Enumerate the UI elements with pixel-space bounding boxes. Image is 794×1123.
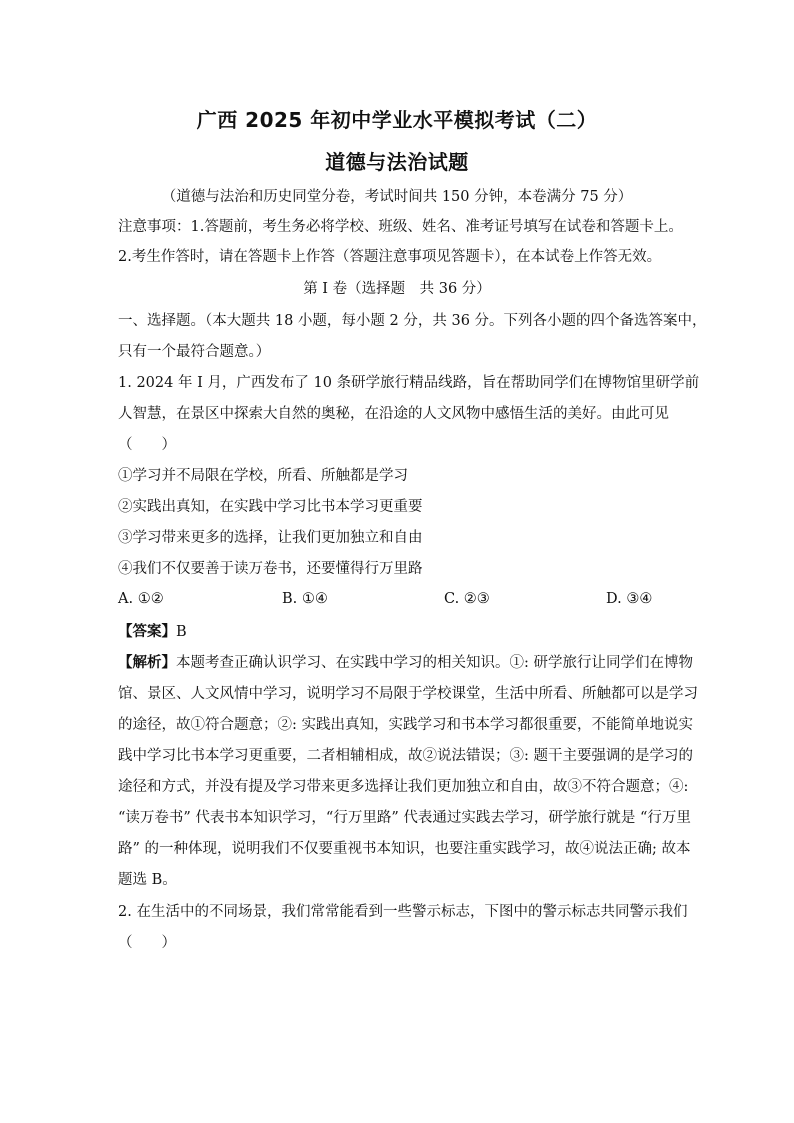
subject-title: 道德与法治试题 bbox=[325, 150, 469, 174]
q1-item-3: ③学习带来更多的选择，让我们更加独立和自由 bbox=[118, 530, 423, 546]
q1-analysis-line-3: 的途径，故①符合题意；②: 实践出真知，实践学习和书本学习都很重要，不能简单地说实 bbox=[118, 717, 693, 733]
q2-answer-blank: （ ） bbox=[118, 935, 176, 951]
q1-option-b: B. ①④ bbox=[282, 591, 328, 607]
q1-analysis-line-2: 馆、景区、人文风情中学习，说明学习不局限于学校课堂，生活中所看、所触都可以是学习 bbox=[118, 686, 698, 702]
q1-answer-blank: （ ） bbox=[118, 437, 176, 453]
q1-analysis-line-6: “读万卷书” 代表书本知识学习，“行万里路” 代表通过实践去学习，研学旅行就是 “行万里 bbox=[118, 810, 691, 826]
q1-analysis-line-5: 途径和方式，并没有提及学习带来更多选择让我们更加独立和自由，故③不符合题意；④: bbox=[118, 779, 689, 795]
q1-answer bbox=[118, 622, 187, 642]
q1-stem-line-1: 1. 2024 年 I 月，广西发布了 10 条研学旅行精品线路，旨在帮助同学们在博物馆里研学前 bbox=[118, 375, 700, 391]
q1-analysis-line-1 bbox=[118, 653, 693, 673]
volume-heading: 第 I 卷（选择题 共 36 分） bbox=[303, 281, 491, 297]
section-intro-1: 一、选择题。（本大题共 18 小题，每小题 2 分，共 36 分。下列各小题的四个备选答案中， bbox=[118, 313, 707, 329]
q1-option-c: C. ②③ bbox=[444, 591, 490, 607]
q1-analysis-line-4: 践中学习比书本学习更重要，二者相辅相成，故②说法错误；③: 题干主要强调的是学习的 bbox=[118, 748, 693, 764]
q1-analysis-line-7: 路” 的一种体现，说明我们不仅要重视书本知识，也要注重实践学习，故④说法正确; 故本 bbox=[118, 841, 691, 857]
q1-stem-line-2: 人智慧，在景区中探索大自然的奥秘，在沿途的人文风物中感悟生活的美好。由此可见 bbox=[118, 406, 669, 422]
notes-line-2: 2.考生作答时，请在答题卡上作答（答题注意事项见答题卡），在本试卷上作答无效。 bbox=[118, 249, 662, 265]
q2-stem-line-1: 2. 在生活中的不同场景，我们常常能看到一些警示标志，下图中的警示标志共同警示我们 bbox=[118, 904, 688, 920]
analysis-label: 【解析】 bbox=[118, 654, 176, 671]
analysis-text: 本题考查正确认识学习、在实践中学习的相关知识。①: 研学旅行让同学们在博物 bbox=[176, 655, 693, 671]
section-intro-2: 只有一个最符合题意。） bbox=[118, 344, 271, 360]
exam-info: （道德与法治和历史同堂分卷，考试时间共 150 分钟，本卷满分 75 分） bbox=[161, 189, 633, 205]
q1-item-4: ④我们不仅要善于读万卷书，还要懂得行万里路 bbox=[118, 561, 423, 577]
answer-value: B bbox=[176, 624, 187, 640]
exam-title: 广西 2025 年初中学业水平模拟考试（二） bbox=[196, 108, 598, 132]
q1-item-1: ①学习并不局限在学校，所看、所触都是学习 bbox=[118, 468, 408, 484]
q1-analysis-line-8: 题选 B。 bbox=[118, 872, 177, 888]
q1-option-d: D. ③④ bbox=[606, 591, 653, 607]
q1-item-2: ②实践出真知，在实践中学习比书本学习更重要 bbox=[118, 499, 423, 515]
q1-option-a: A. ①② bbox=[118, 591, 164, 607]
notes-line-1: 注意事项：1.答题前，考生务必将学校、班级、姓名、准考证号填写在试卷和答题卡上。 bbox=[118, 219, 683, 235]
answer-label: 【答案】 bbox=[118, 623, 176, 640]
